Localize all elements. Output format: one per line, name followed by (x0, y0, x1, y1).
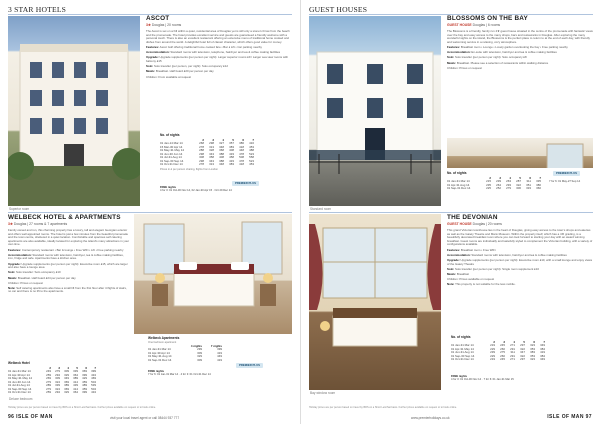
table-cell: 360 (536, 186, 541, 190)
table-cell: 459 (82, 379, 87, 384)
table-header-cell: 6 (529, 176, 531, 180)
table-header-cell: 4 nights (190, 344, 202, 348)
table-cell: 469 (91, 376, 96, 380)
table-cell: 322 (520, 346, 525, 351)
table-cell: 418 (239, 144, 244, 149)
table-cell: 324 (55, 386, 60, 391)
blossoms-features: Breakfast room • Lounge • Lovely garden overlooking the bay • Free parking nearby (460, 44, 568, 49)
table-cell: 322 (516, 182, 521, 187)
table-cell: 259 (46, 372, 51, 377)
table-caption: Welbeck Hotel (8, 361, 30, 365)
table-cell: 01 Jan-31 Mar 14 (451, 344, 474, 347)
table-cell: 288 (199, 148, 204, 152)
table-cell: 369 (82, 369, 87, 373)
table-cell: 419 (217, 357, 222, 362)
devonian-intro: This grand Victorian townhouse lies in the heart of Douglas, giving easy access to the town's shops and eateries as well as the Gaiety Theatre and Manx Museum. Within the property itself, which has a 4★ grading, is a beautifully decorated breakfast room where you can look forward to starting your day with an award winning breakfast. Guest rooms are individually and tastefully styled to complement the Victorian building, with a variety of configurations available. (447, 229, 593, 247)
table-cell: 01 Oct-31 Dec 14 (160, 163, 183, 166)
welbeck-description: Family owned and run, this charming property has a luxury, tall and elegant Georgian exterior and offers well appointed rooms. The hotel is just a few minutes from the beautiful promenade and the town centre, sheltered in a quiet location. Comfortable and spacious self catering apartments are also available, ideally located for exploring the island's many attractions in your own time. Features: Contemporary restaurant • Bar & lounge • Free WiFi • Lift • Free parking nearby Accommodation: Standard rooms with television, hairdryer, tea & coffee making facilities, iron, fridge and safe. Apartments have a kitchen area. Upgrade: Upgrade supplements (per person per night): Executive room £15, which are larger and also have a lounge area Solo: Solo traveller: Solo occupancy £10 Meals: Breakfast. Half board £24 per person per day Children: Prices on request Note: Self catering apartments also have a small lift from the first floor after 4 flights of stairs, no car and there is no lift to the apartments. (8, 229, 130, 294)
table-row (451, 358, 571, 362)
table-cell: 245 (500, 343, 505, 347)
devonian-free-nights-text: 4 for 3: 01 Oct-30 Nov 14 · 7 for 6: 01 Jan-31 Mar 15 (451, 378, 514, 382)
table-cell: 01 Oct-31 Dec 14 (451, 358, 474, 361)
table-cell: 01 Sep-30 Sep 14 (451, 354, 475, 358)
table-cell: 297 (520, 357, 525, 361)
devonian-location: Douglas | 20 rooms (472, 222, 502, 226)
table-cell: 278 (199, 144, 204, 149)
table-cell: 384 (540, 353, 545, 358)
blossoms-rating: GUEST HOUSE (447, 23, 472, 27)
welbeck-premier-badge: PREMIER PLUS (236, 363, 263, 368)
table-cell: 306 (516, 186, 521, 190)
table-cell: 229 (490, 346, 495, 351)
table-cell: 349 (540, 357, 545, 361)
table-cell: 364 (73, 390, 78, 394)
right-page-label: ISLE OF MAN (547, 414, 584, 420)
table-cell: 369 (64, 386, 69, 391)
section-title: GUEST HOUSES (309, 5, 368, 14)
table-cell: 347 (520, 350, 525, 354)
table-cell: 414 (73, 379, 78, 384)
table-cell: 01 May-31 May 14 (8, 377, 32, 380)
table-header-cell: 4 (67, 366, 69, 370)
table-header-cell: 5 (76, 366, 78, 370)
welbeck-accommodation: Standard rooms with television, hairdryer, tea & coffee making facilities, iron, fridge and safe. Apartments have a kitchen area. (8, 252, 124, 261)
table-row (148, 359, 228, 363)
table-cell: 298 (199, 158, 204, 163)
welbeck-apartment-price-table (148, 336, 228, 362)
ascot-title: ASCOT (146, 15, 170, 22)
table-header-cell: 4 (222, 138, 224, 142)
table-cell: 01 May-31 Aug 14 (148, 355, 172, 358)
welbeck-intro: Family owned and run, this charming property has a luxury, tall and elegant Georgian exterior and offers well appointed rooms. The hotel is just a few minutes from the beautiful promenade and the town centre, sheltered in a quiet location. Comfortable and spacious self catering apartments are also available, ideally located for exploring the island's many attractions in your own time. (8, 229, 130, 247)
table-header-cell: 7 (539, 176, 541, 180)
devonian-children: Children: Prices available on request (447, 277, 495, 282)
table-cell: 15 Mar-30 Apr 14 (160, 145, 183, 149)
table-cell: 368 (219, 148, 224, 152)
table-cell: 309 (55, 376, 60, 380)
blossoms-premier-badge: PREMIER PLUS (553, 171, 580, 176)
table-cell: 339 (73, 369, 78, 373)
table-header-cell: 6 (85, 366, 87, 370)
table-cell: 235 (486, 182, 491, 187)
table-cell: 311 (526, 179, 531, 183)
welbeck-location: Douglas | 27 rooms & 7 apartments (13, 222, 68, 226)
welbeck-subtitle (8, 222, 67, 226)
table-cell: 418 (239, 162, 244, 166)
table-cell: 348 (219, 144, 224, 149)
table-header-cell: 7 (543, 340, 545, 344)
table-cell: 349 (540, 343, 545, 347)
table-cell: 399 (82, 390, 87, 394)
ascot-free-nights (160, 186, 290, 193)
blossoms-subtitle (447, 23, 500, 27)
welbeck-free-nights-title: FREE nights (148, 370, 164, 373)
table-cell: 259 (46, 390, 51, 394)
table-cell: 313 (209, 144, 214, 149)
ascot-photo-caption: Superior room (9, 207, 30, 211)
table-cell: 349 (64, 376, 69, 380)
table-cell: 504 (91, 386, 96, 391)
blossoms-accommodation: En-suite with television, hairdryer and tea & coffee making facilities (471, 50, 557, 55)
table-cell: 324 (55, 379, 60, 384)
ascot-accommodation: Standard rooms with television, telephone, hairdryer and tea & coffee making facilities (170, 50, 281, 55)
table-cell: 488 (249, 148, 254, 152)
table-cell: 448 (239, 148, 244, 152)
table-cell: 449 (217, 354, 222, 358)
welbeck-upgrade: Upgrade supplements (per person per night): Executive room £15, which are larger and also have a lounge area (8, 261, 128, 270)
table-cell: 358 (209, 155, 214, 159)
table-subtitle: One bedroom apartment (148, 341, 177, 344)
table-caption: No. of nights (447, 171, 467, 175)
table-cell: 408 (219, 155, 224, 159)
table-row (8, 391, 128, 395)
blossoms-children: Children: Prices on request (447, 65, 482, 70)
table-cell: 434 (91, 372, 96, 377)
welbeck-children: Children: Prices on request (8, 280, 43, 285)
table-cell: 343 (209, 158, 214, 163)
table-cell: 328 (209, 148, 214, 152)
blossoms-location: Douglas | 6 rooms (472, 23, 501, 27)
table-cell: 289 (46, 383, 51, 387)
blossoms-intro: The Blossoms is a friendly, family run 4★ guest house situated in the centre of the promenade with fantastic views over the bay and easy access to the many shops, bars and restaurants in Douglas. After exploring the many wonderful sights on the island, the Blossoms is the perfect place to return to at the end of each day, with friendly and welcoming service in a relaxing, cozy atmosphere. (447, 30, 593, 44)
table-cell: 384 (540, 346, 545, 351)
table-cell: 335 (536, 179, 541, 183)
table-cell: 219 (490, 357, 495, 361)
welbeck-meals: Breakfast. Half board £24 per person per day (17, 275, 76, 280)
table-cell: 294 (55, 372, 60, 377)
table-header-cell: 5 (523, 340, 525, 344)
table-cell: 294 (55, 390, 60, 394)
table-cell: 313 (209, 162, 214, 166)
ascot-price-table (160, 133, 280, 171)
ascot-solo: Solo traveller (per person, per night): Solo occupancy £12 (154, 64, 228, 69)
table-cell: 439 (73, 383, 78, 387)
table-cell: 539 (91, 383, 96, 387)
table-cell: 386 (239, 141, 244, 145)
table-cell: 239 (490, 350, 495, 354)
table-cell: 245 (500, 357, 505, 361)
table-cell: 269 (46, 376, 51, 380)
table-cell: 291 (510, 353, 515, 358)
table-header-cell: 3 (499, 176, 501, 180)
table-header-cell: 3 (58, 366, 60, 370)
ascot-subtitle (146, 23, 181, 27)
table-cell: 01 Apr-31 Aug 14 (447, 183, 470, 187)
table-cell: 01 Apr-30 Apr 14 (8, 373, 30, 377)
table-cell: 308 (199, 155, 204, 159)
table-cell: 01 Oct-31 Dec 14 (8, 391, 31, 394)
table-cell: 275 (500, 350, 505, 354)
devonian-rating: GUEST HOUSE (447, 222, 472, 226)
table-cell: 01 Jan-14 Mar 14 (160, 142, 183, 145)
table-cell: 399 (217, 347, 222, 351)
table-header-cell: 5 (232, 138, 234, 142)
table-cell: 388 (219, 151, 224, 156)
table-caption: No. of nights (451, 335, 471, 339)
devonian-meals: Breakfast (456, 271, 470, 276)
table-cell: 01 Jan-31 Mar 14 (148, 348, 171, 351)
table-cell: 383 (229, 162, 234, 166)
table-cell: 459 (82, 386, 87, 391)
blossoms-meals: Breakfast. Please see a selection of restaurants within walking distance (456, 60, 549, 65)
table-header-cell: 6 (242, 138, 244, 142)
welbeck-free-nights (148, 370, 292, 377)
welbeck-hotel-price-table (8, 361, 128, 395)
welbeck-note: Self catering apartments also have a small lift from the first floor after 4 flights of stairs, no car and there is no lift to the apartments. (8, 285, 127, 294)
devonian-free-nights-title: FREE nights (451, 375, 467, 378)
table-cell: 414 (73, 386, 78, 391)
table-cell: 299 (197, 347, 202, 351)
table-cell: 01 Apr-30 Apr 14 (148, 351, 170, 355)
table-cell: 279 (46, 386, 51, 391)
table-header-cell: 7 (252, 138, 254, 142)
welbeck-photo-caption: Deluxe bedroom (9, 397, 33, 401)
table-row (447, 187, 541, 191)
table-cell: 369 (64, 379, 69, 384)
table-cell: 458 (229, 155, 234, 159)
table-cell: 279 (506, 186, 511, 190)
table-cell: 291 (510, 346, 515, 351)
table-cell: 327 (219, 141, 224, 145)
table-cell: 298 (199, 151, 204, 156)
table-cell: 504 (91, 379, 96, 384)
table-cell: 279 (55, 369, 60, 373)
ascot-location: Douglas | 20 rooms (151, 23, 182, 27)
ascot-description: The Ascot is set on a hill within a quiet, residential area of Douglas yet is still only a stone's throw from the beach and the promenade. The hotel provides excellent service and guests are guaranteed a friendly welcome with a personal touch. There is also an excellent restaurant offering an extensive menu of traditional home cooked and dishes from around the world. A delightful hotel full of classic character, which offers good value for money. Features: Ascot Golf offering traditional home cooked fare • Bar ♦ Lift • Car parking nearby Accommodation: Standard rooms with television, telephone, hairdryer and tea & coffee making facilities Upgrade: Upgrade supplements (per person per night): Larger superior rooms £9 / Larger sea view rooms with balcony £15 Solo: Solo traveller (per person, per night): Solo occupancy £12 Meals: Breakfast. Half board £20 per person per day Children: From available at request (146, 30, 292, 130)
table-cell: 339 (55, 383, 60, 387)
table-cell: 419 (217, 350, 222, 355)
table-header-cell: 2 (202, 138, 204, 142)
table-cell: 01 Sep-31 Dec 14 (148, 358, 172, 362)
table-cell: 353 (530, 353, 535, 358)
right-page-number (547, 414, 592, 420)
ascot-free-nights-title: FREE nights (160, 186, 176, 189)
ascot-free-nights-text: 4 for 3: 01 Oct-30 Nov 14, 02 Jan-30 Apr 15 · Oct 29 Dec 14 (160, 189, 232, 193)
right-website: www.premierholidays.co.uk (411, 416, 450, 420)
table-cell: 453 (249, 162, 254, 166)
table-cell: 333 (526, 186, 531, 190)
table-cell: 383 (229, 144, 234, 149)
table-cell: 322 (520, 353, 525, 358)
table-cell: 323 (530, 343, 535, 347)
table-cell: 309 (197, 350, 202, 355)
table-cell: 348 (219, 162, 224, 166)
devonian-subtitle (447, 222, 502, 226)
devonian-solo: Solo traveller (per person per night): Single room supplement £10 (455, 266, 539, 271)
table-cell: 293 (506, 182, 511, 187)
table-header-cell: 3 (212, 138, 214, 142)
table-cell: 478 (239, 158, 244, 163)
ascot-features: Ascot Golf offering traditional home cooked fare • Bar ♦ Lift • Car parking nearby (159, 44, 262, 49)
table-header-cell: 6 (533, 340, 535, 344)
left-page-number (8, 414, 53, 420)
table-cell: 351 (526, 182, 531, 187)
table-cell: 01 Jul-31 Aug 14 (8, 384, 30, 387)
table-cell: 558 (249, 155, 254, 159)
table-cell: 478 (239, 151, 244, 156)
devonian-photo-caption: Bay window room (310, 391, 336, 395)
table-cell: 271 (510, 343, 515, 347)
right-footer-note: Holiday prices are per person based on travel by BRS on a Short Lets/Sat basis. Further prices available on request or to book online. (309, 406, 457, 409)
left-phone: visit your local travel agent or call 08444 937 777 (110, 416, 180, 420)
table-cell: 298 (209, 141, 214, 145)
table-header-cell: 2 (489, 176, 491, 180)
table-cell: 01 Jun-31 Aug 14 (451, 351, 474, 354)
table-header-cell: 5 (519, 176, 521, 180)
table-cell: 01 Sep-31 Dec 14 (447, 187, 471, 190)
table-cell: 278 (199, 162, 204, 166)
devonian-free-nights (451, 375, 593, 382)
ascot-rating: 3★ (146, 23, 151, 27)
table-cell: 01 May-31 May 14 (160, 149, 184, 152)
table-caption: No. of nights (160, 133, 180, 137)
table-header-cell: 4 (509, 176, 511, 180)
table-cell: 434 (91, 390, 96, 394)
blossoms-description: The Blossoms is a friendly, family run 4★ guest house situated in the centre of the promenade with fantastic views over the bay and easy access to the many shops, bars and restaurants in Douglas. After exploring the many wonderful sights on the island, the Blossoms is the perfect place to return to at the end of each day, with friendly and welcoming service in a relaxing, cozy atmosphere. Features: Breakfast room • Lounge • Lovely garden overlooking the bay • Free parking nearby Accommodation: En-suite with television, hairdryer and tea & coffee making facilities Solo: Solo traveller (per person per night): Solo occupancy £8 Meals: Breakfast. Please see a selection of restaurants within walking distance Children: Prices on request (447, 30, 593, 70)
table-cell: 389 (64, 383, 69, 387)
table-cell: 383 (530, 350, 535, 354)
table-cell: 01 Jun-30 Jun 14 (160, 152, 183, 156)
table-cell: 433 (229, 151, 234, 156)
table-header-cell: 3 (503, 340, 505, 344)
table-cell: 343 (209, 151, 214, 156)
left-page-label: ISLE OF MAN (16, 414, 53, 420)
blossoms-photo-caption: Standard room (310, 207, 332, 211)
table-cell: 399 (82, 372, 87, 377)
table-cell: 01 Jan-31 Mar 14 (8, 370, 31, 373)
table-header-cell: 7 (94, 366, 96, 370)
devonian-price-table (451, 335, 571, 362)
table-cell: 01 Jul-31 Aug 14 (160, 156, 182, 159)
blossoms-free-nights: 7 for 6: 01 May-27 Sep 14 (549, 180, 581, 183)
ascot-hotel-photo (8, 16, 140, 206)
table-cell: 279 (46, 379, 51, 384)
table-cell: 297 (520, 343, 525, 347)
table-cell: 252 (496, 186, 501, 190)
table-cell: 268 (199, 141, 204, 145)
ascot-premier-badge: PREMIER PLUS (232, 181, 259, 186)
table-cell: 429 (82, 376, 87, 380)
table-caption: Welbeck Apartments (148, 336, 180, 340)
welbeck-solo: Solo traveller: Solo occupancy £10 (16, 270, 61, 275)
devonian-title: THE DEVONIAN (447, 214, 498, 221)
table-cell: 523 (249, 158, 254, 163)
welbeck-rating: 3★ (8, 222, 13, 226)
blossoms-title: BLOSSOMS ON THE BAY (447, 15, 528, 22)
table-cell: 01 Jun-30 Jun 14 (8, 380, 31, 384)
table-cell: 523 (249, 151, 254, 156)
table-cell: 453 (249, 144, 254, 149)
table-cell: 408 (229, 148, 234, 152)
blossoms-exterior-photo (309, 16, 441, 206)
table-cell: 389 (73, 376, 78, 380)
welbeck-title: WELBECK HOTEL & APARTMENTS (8, 214, 121, 221)
table-cell: 01 Apr-31 May 14 (451, 347, 474, 351)
devonian-accommodation: Standard rooms with television, hairdryer and tea & coffee making facilities (471, 252, 567, 257)
devonian-upgrade: Upgrade supplements (per person per night): Executive room £10, with a small lounge and enjoy views of the Gaiety Theatre (447, 257, 593, 266)
table-cell: 329 (64, 372, 69, 377)
table-cell: 260 (500, 346, 505, 351)
table-row (160, 163, 280, 167)
table-cell: 329 (64, 390, 69, 394)
section-title: 3 STAR HOTELS (8, 5, 67, 14)
table-header-cell: 2 (493, 340, 495, 344)
devonian-note: This property is not suitable for the less mobile. (455, 282, 516, 287)
table-cell: 489 (82, 383, 87, 387)
table-cell: 287 (516, 179, 521, 183)
table-header-cell: 2 (49, 366, 51, 370)
table-note: Prices in £ per person sharing, flights from London (160, 167, 218, 171)
table-cell: 433 (229, 158, 234, 163)
left-page-num: 96 (8, 414, 15, 420)
ascot-children: Children: From available at request (146, 74, 191, 79)
table-cell: 419 (540, 350, 545, 354)
table-cell: 219 (490, 343, 495, 347)
table-cell: 309 (64, 369, 69, 373)
blossoms-room-photo (447, 138, 593, 168)
welbeck-features: Contemporary restaurant • Bar & lounge • Free WiFi • Lift • Free parking nearby (21, 247, 124, 252)
table-header-cell: 4 (513, 340, 515, 344)
blossoms-solo: Solo traveller (per person per night): Solo occupancy £8 (455, 55, 527, 60)
table-cell: 249 (46, 369, 51, 373)
table-cell: 01 Jan-31 Mar 14 (447, 180, 470, 183)
table-cell: 399 (91, 369, 96, 373)
ascot-intro: The Ascot is set on a hill within a quiet, residential area of Douglas yet is still only a stone's throw from the beach and the promenade. The hotel provides excellent service and guests are guaranteed a friendly welcome with a personal touch. There is also an excellent restaurant offering an extensive menu of traditional home cooked and dishes from around the world. A delightful hotel full of classic character, which offers good value for money. (146, 30, 290, 44)
table-cell: 357 (229, 141, 234, 145)
table-cell: 380 (536, 182, 541, 187)
table-cell: 260 (500, 353, 505, 358)
table-cell: 329 (197, 354, 202, 358)
table-header-cell: 7 nights (210, 344, 222, 348)
ascot-meals: Breakfast. Half board £20 per person per day (155, 69, 214, 74)
table-cell: 01 Sep-30 Sep 14 (160, 159, 184, 163)
table-cell: 416 (249, 141, 254, 145)
table-cell: 271 (510, 357, 515, 361)
table-cell: 239 (496, 179, 501, 183)
welbeck-free-nights-text: 7 for 6: 01 Jan-31 Mar 14 · 4 for 3: 01 Oct-31 Dec 14 (148, 373, 211, 377)
devonian-room-photo (309, 214, 441, 390)
table-cell: 229 (490, 353, 495, 358)
ascot-upgrade: Upgrade supplements (per person per night): Larger superior rooms £9 / Larger sea view rooms with balcony £15 (146, 55, 289, 63)
right-page-num: 97 (585, 414, 592, 420)
table-cell: 508 (239, 155, 244, 159)
left-footer-note: Holiday prices are per person based on travel by BRS on a Short Lets/Sat basis. Further prices available on request or to book online. (8, 406, 156, 409)
table-cell: 364 (73, 372, 78, 377)
table-cell: 264 (496, 182, 501, 187)
table-cell: 353 (530, 346, 535, 351)
table-cell: 388 (219, 158, 224, 163)
table-cell: 225 (486, 186, 491, 190)
table-cell: 323 (530, 357, 535, 361)
table-cell: 309 (197, 357, 202, 362)
table-cell: 311 (510, 350, 515, 354)
welbeck-room-photo (134, 214, 292, 334)
table-cell: 215 (486, 179, 491, 183)
table-cell: 01 Sep-30 Sep 14 (8, 387, 32, 391)
blossoms-price-table (447, 171, 541, 191)
right-page (300, 0, 600, 424)
table-cell: 263 (506, 179, 511, 183)
devonian-features: Breakfast room • Free WiFi (460, 247, 496, 252)
devonian-description: This grand Victorian townhouse lies in the heart of Douglas, giving easy access to the town's shops and eateries as well as the Gaiety Theatre and Manx Museum. Within the property itself, which has a 4★ grading, is a beautifully decorated breakfast room where you can look forward to starting your day with an award winning breakfast. Guest rooms are individually and tastefully styled to complement the Victorian building, with a variety of configurations available. Features: Breakfast room • Free WiFi Accommodation: Standard rooms with television, hairdryer and tea & coffee making facilities Upgrade: Upgrade supplements (per person per night): Executive room £10, with a small lounge and enjoy views of the Gaiety Theatre Solo: Solo traveller (per person per night): Single room supplement £10 Meals: Breakfast Children: Prices available on request Note: This property is not suitable for the less mobile. (447, 229, 593, 287)
